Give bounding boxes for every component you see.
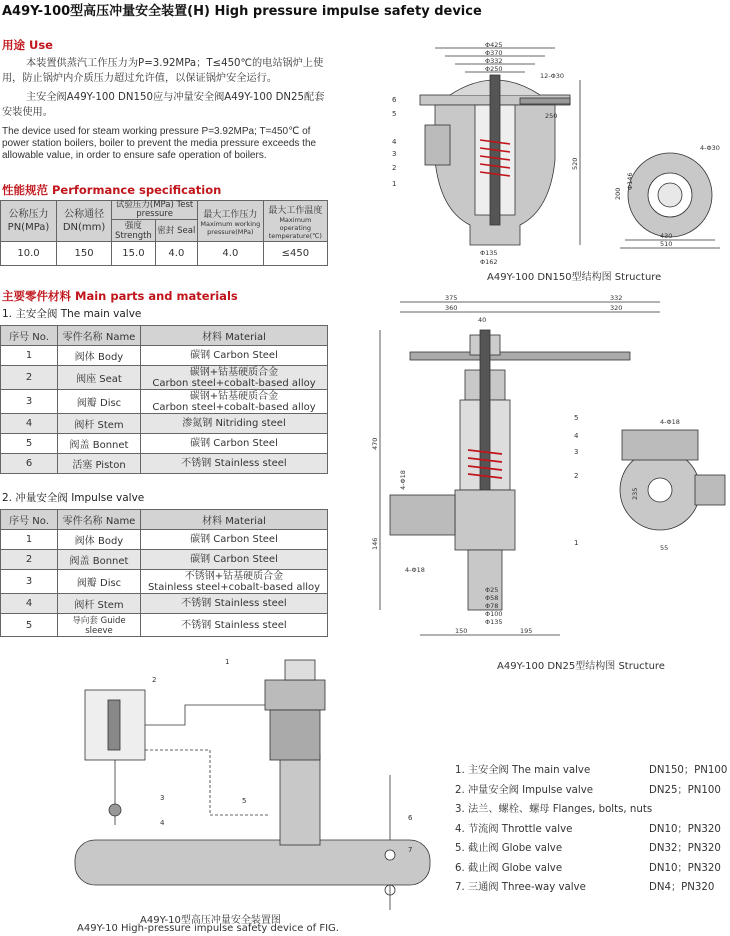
device-caption-cn: A49Y-10型高压冲量安全装置图	[140, 915, 281, 926]
dn25-dim-7: 4-Φ18	[399, 470, 407, 490]
perf-h-maxt	[263, 201, 327, 242]
imp-material	[141, 594, 328, 614]
dn150-callout-5: 1	[392, 180, 397, 188]
dn150-dim-8: 250	[545, 112, 558, 120]
dn25-dim-16: 4-Φ18	[660, 418, 680, 426]
dn25-callout-4: 1	[574, 539, 579, 547]
main-material-line-1: 碳钢+钴基硬质合金	[189, 390, 279, 402]
main-material-line-2: Carbon steel+cobalt-based alloy	[152, 401, 316, 413]
main-row-1	[1, 346, 328, 366]
dn150-side-outlet	[425, 125, 450, 165]
dn150-dim-1: Φ370	[485, 49, 503, 57]
dn150-dim-12: 200	[614, 187, 622, 200]
use-text-en: The device used for steam working pressure P=3.92MPa; T=450℃ of power station boilers, boiler to prevent the media pressure exceeds the allowable value, in order to ensure safe operation of boilers.	[2, 126, 317, 161]
dn150-structure-drawing	[380, 40, 730, 270]
main-h-no: 序号 No.	[1, 326, 58, 346]
imp-no: 2	[1, 550, 58, 570]
dn150-dim-6: Φ162	[480, 258, 498, 266]
perf-h-pn: 公称压力 PN(MPa)	[1, 201, 57, 242]
imp-row-1	[1, 530, 328, 550]
main-name: 阀体 Body	[58, 346, 141, 366]
device-callout-0: 1	[225, 658, 230, 666]
dn25-dim-13: Φ135	[485, 618, 503, 626]
dn150-callout-0: 6	[392, 96, 397, 104]
main-material	[141, 390, 328, 414]
legend-spec: DN25；PN100	[649, 784, 721, 796]
perf-seal: 4.0	[155, 242, 197, 266]
device-impulse-valve	[108, 700, 120, 750]
main-no: 6	[1, 454, 58, 474]
dn150-dim-7: 520	[571, 157, 579, 170]
main-material-line-1: 不锈钢 Stainless steel	[181, 458, 287, 469]
legend-name: 1. 主安全阀 The main valve	[455, 765, 591, 776]
main-no: 3	[1, 390, 58, 414]
imp-material-line-1: 不锈钢 Stainless steel	[181, 598, 287, 609]
dn25-dim-6: 146	[371, 537, 379, 550]
perf-h-maxt-en: Maximum operating temperature(℃)	[268, 215, 322, 240]
legend-name: 6. 截止阀 Globe valve	[455, 862, 563, 874]
imp-no: 1	[1, 530, 58, 550]
legend-name: 4. 节流阀 Throttle valve	[455, 823, 573, 835]
dn150-dim-4: 12-Φ30	[540, 72, 565, 80]
main-material	[141, 346, 328, 366]
use-heading: 用途 Use	[2, 38, 53, 52]
legend-spec: DN150；PN100	[649, 765, 728, 776]
legend-item-4	[455, 820, 730, 840]
imp-material	[141, 550, 328, 570]
dn25-structure-drawing	[360, 290, 730, 650]
perf-maxp: 4.0	[198, 242, 264, 266]
device-impulse-line	[145, 705, 265, 725]
dn25-callout-3: 2	[574, 472, 579, 480]
dn25-dim-8: 4-Φ18	[405, 566, 425, 574]
perf-dn: 150	[57, 242, 112, 266]
device-callout-3: 4	[160, 819, 165, 827]
imp-material-line-1: 碳钢 Carbon Steel	[190, 554, 278, 565]
dn25-dim-14: 150	[455, 627, 468, 635]
dn150-dim-5: Φ135	[480, 249, 498, 257]
device-callout-5: 6	[408, 814, 413, 822]
main-material	[141, 434, 328, 454]
imp-material-line-1: 不锈钢 Stainless steel	[181, 619, 287, 631]
main-valve-title: 1. 主安全阀 The main valve	[2, 308, 142, 320]
main-material-line-1: 碳钢+钴基硬质合金	[189, 366, 279, 378]
perf-h-maxp-cn: 最大工作压力	[203, 209, 258, 220]
imp-h-mat: 材料 Material	[141, 510, 328, 530]
dn150-callout-3: 3	[392, 150, 397, 158]
legend-name: 5. 截止阀 Globe valve	[455, 843, 563, 854]
perf-pn: 10.0	[1, 242, 57, 266]
dn25-dim-17: 235	[631, 487, 639, 500]
dn25-dim-9: Φ25	[485, 586, 499, 594]
device-main-valve-body	[270, 710, 320, 760]
impulse-valve-table	[0, 509, 328, 637]
dn150-top-pipe	[520, 98, 570, 104]
dn25-dim-3: 320	[610, 304, 623, 312]
main-valve-table	[0, 325, 328, 474]
imp-material	[141, 570, 328, 594]
main-material	[141, 366, 328, 390]
perf-h-dn: 公称通径 DN(mm)	[57, 201, 112, 242]
device-drain-line	[145, 750, 270, 815]
dn25-callout-2: 3	[574, 448, 579, 456]
perf-h-maxp	[198, 201, 264, 242]
legend-item-5	[455, 839, 730, 859]
imp-no: 3	[1, 570, 58, 594]
device-riser	[280, 755, 320, 845]
main-no: 4	[1, 414, 58, 434]
imp-material	[141, 530, 328, 550]
legend-spec: DN10；PN320	[649, 823, 721, 835]
imp-name: 阀体 Body	[58, 530, 141, 550]
use-text-cn-2: 主安全阀A49Y-100 DN150应与冲量安全阀A49Y-100 DN25配套安装使用。	[2, 92, 325, 118]
imp-no: 5	[1, 614, 58, 637]
dn150-callout-1: 5	[392, 110, 397, 118]
dn25-dim-2: 360	[445, 304, 458, 312]
main-name: 活塞 Piston	[58, 454, 141, 474]
main-row-3	[1, 390, 328, 414]
dn150-dim-2: Φ332	[485, 57, 503, 65]
dn25-caption: A49Y-100 DN25型结构图 Structure	[497, 661, 665, 672]
imp-name: 阀杆 Stem	[58, 594, 141, 614]
imp-name: 阀瓣 Disc	[58, 570, 141, 594]
imp-material	[141, 614, 328, 637]
dn25-dim-4: 40	[478, 316, 487, 324]
legend-item-7	[455, 878, 730, 898]
device-callout-2: 3	[160, 794, 165, 802]
dn25-side-flange	[390, 495, 455, 535]
device-main-pipe	[75, 840, 430, 885]
main-material	[141, 454, 328, 474]
dn25-dim-11: Φ78	[485, 602, 499, 610]
dn150-dim-10: 430	[660, 232, 673, 240]
dn25-body	[455, 490, 515, 550]
perf-strength: 15.0	[112, 242, 156, 266]
main-row-6	[1, 454, 328, 474]
perf-h-test: 试验压力(MPa) Test pressure	[112, 201, 198, 220]
device-main-valve-top	[265, 680, 325, 710]
dn25-dim-15: 195	[520, 627, 533, 635]
perf-table	[0, 200, 328, 266]
dn150-dim-3: Φ250	[485, 65, 503, 73]
dn25-plan-bore	[648, 478, 672, 502]
impulse-valve-title: 2. 冲量安全阀 Impulse valve	[2, 492, 145, 504]
legend-item-2	[455, 781, 730, 801]
imp-material-line-1: 不锈钢+钴基硬质合金	[184, 570, 284, 582]
main-h-mat: 材料 Material	[141, 326, 328, 346]
legend-name: 7. 三通阀 Three-way valve	[455, 882, 586, 893]
main-name: 阀杆 Stem	[58, 414, 141, 434]
main-material-line-2: Carbon steel+cobalt-based alloy	[152, 377, 316, 389]
imp-name: 阀盖 Bonnet	[58, 550, 141, 570]
perf-h-strength: 强度 Strength	[112, 220, 156, 242]
dn25-dim-5: 470	[371, 437, 379, 450]
main-material-line-1: 渗氮钢 Nitriding steel	[182, 418, 286, 429]
dn25-dim-18: 55	[660, 544, 669, 552]
dn150-dim-0: Φ425	[485, 41, 503, 49]
main-name: 阀座 Seat	[58, 366, 141, 390]
page-title: A49Y-100型高压冲量安全装置(H) High pressure impulse safety device	[2, 4, 482, 19]
legend-name: 2. 冲量安全阀 Impulse valve	[455, 784, 594, 796]
main-no: 2	[1, 366, 58, 390]
legend-item-3	[455, 800, 730, 820]
legend-spec: DN4；PN320	[649, 882, 715, 893]
parts-heading: 主要零件材料 Main parts and materials	[2, 289, 238, 303]
main-h-name: 零件名称 Name	[58, 326, 141, 346]
imp-row-2	[1, 550, 328, 570]
main-material	[141, 414, 328, 434]
dn25-plan-top	[622, 430, 698, 460]
main-row-4	[1, 414, 328, 434]
main-no: 5	[1, 434, 58, 454]
main-material-line-1: 碳钢 Carbon Steel	[190, 438, 278, 449]
legend-name: 3. 法兰、螺栓、螺母 Flanges, bolts, nuts	[455, 804, 653, 815]
main-no: 1	[1, 346, 58, 366]
perf-maxt: ≤450	[263, 242, 327, 266]
dn25-dim-10: Φ58	[485, 594, 499, 602]
dn150-callout-2: 4	[392, 138, 397, 146]
device-legend	[455, 761, 730, 898]
dn25-dim-12: Φ100	[485, 610, 503, 618]
imp-material-line-2: Stainless steel+cobalt-based alloy	[147, 581, 321, 593]
main-material-line-1: 碳钢 Carbon Steel	[190, 350, 278, 361]
perf-h-seal: 密封 Seal	[155, 220, 197, 242]
device-throttle-valve	[109, 804, 121, 816]
imp-row-5	[1, 614, 328, 637]
dn25-callout-1: 4	[574, 432, 579, 440]
main-name: 阀盖 Bonnet	[58, 434, 141, 454]
legend-item-1	[455, 761, 730, 781]
device-globe-valve-6	[385, 850, 395, 860]
legend-spec: DN32；PN320	[649, 843, 721, 854]
imp-name: 导向套 Guide sleeve	[58, 614, 141, 637]
perf-heading: 性能规范 Performance specification	[2, 183, 222, 197]
dn150-callout-4: 2	[392, 164, 397, 172]
legend-item-6	[455, 859, 730, 879]
imp-row-4	[1, 594, 328, 614]
dn25-lever	[410, 352, 630, 360]
main-row-5	[1, 434, 328, 454]
device-callout-1: 2	[152, 676, 157, 684]
dn25-dim-1: 332	[610, 294, 623, 302]
legend-spec: DN10；PN320	[649, 862, 721, 874]
dn25-plan-side	[695, 475, 725, 505]
device-drawing	[70, 655, 440, 920]
device-caption-en: A49Y-10 High-pressure impulse safety device of FIG.	[77, 923, 339, 934]
use-text-cn-1: 本装置供蒸汽工作压力为P=3.92MPa；T≤450℃的电站锅炉上使用，防止锅炉内介质压力超过允许值，以保证锅炉安全运行。	[2, 58, 324, 84]
imp-h-name: 零件名称 Name	[58, 510, 141, 530]
dn150-dim-13: Φ146	[626, 172, 634, 190]
dn25-callout-0: 5	[574, 414, 579, 422]
dn150-caption: A49Y-100 DN150型结构图 Structure	[487, 272, 662, 283]
device-main-valve-bonnet	[285, 660, 315, 680]
dn150-dim-11: 510	[660, 240, 673, 248]
imp-h-no: 序号 No.	[1, 510, 58, 530]
dn150-plan-inner	[658, 183, 682, 207]
imp-material-line-1: 碳钢 Carbon Steel	[190, 534, 278, 545]
main-name: 阀瓣 Disc	[58, 390, 141, 414]
main-row-2	[1, 366, 328, 390]
dn25-dim-0: 375	[445, 294, 458, 302]
dn150-dim-9: 4-Φ30	[700, 144, 720, 152]
device-callout-4: 5	[242, 797, 247, 805]
device-callout-6: 7	[408, 846, 413, 854]
perf-h-maxt-cn: 最大工作温度	[268, 205, 323, 216]
perf-h-maxp-en: Maximum working pressure(MPa)	[200, 219, 261, 236]
imp-row-3	[1, 570, 328, 594]
imp-no: 4	[1, 594, 58, 614]
